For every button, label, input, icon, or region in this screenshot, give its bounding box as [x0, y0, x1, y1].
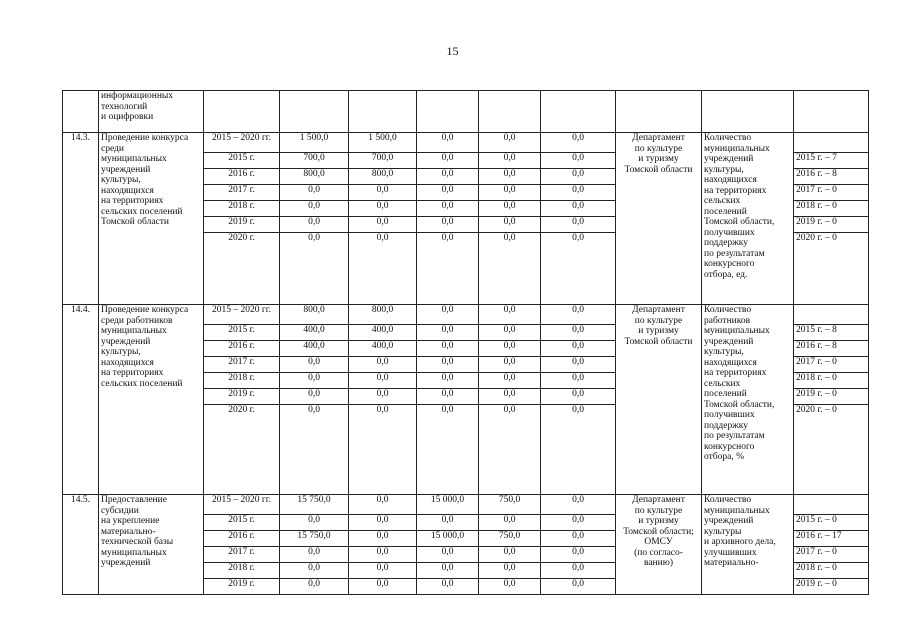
amount-cell: 0,0: [541, 341, 616, 357]
row-number-cell: 14.5.: [63, 495, 99, 595]
amount-cell: 0,0: [541, 373, 616, 389]
amount-cell: 0,0: [479, 563, 541, 579]
amount-cell: 700,0: [280, 153, 349, 169]
target-value-cell: [794, 133, 869, 153]
program-measures-table: [62, 90, 869, 595]
amount-cell: 0,0: [541, 495, 616, 515]
row-number-cell: 14.3.: [63, 133, 99, 305]
amount-cell: 0,0: [541, 169, 616, 185]
amount-cell: 0,0: [417, 169, 479, 185]
amount-cell: 0,0: [417, 563, 479, 579]
target-value-cell: 2015 г. – 7: [794, 153, 869, 169]
amount-cell: 0,0: [417, 515, 479, 531]
amount-cell: 0,0: [417, 133, 479, 153]
amount-cell: 1 500,0: [349, 133, 417, 153]
amount-cell: 0,0: [349, 579, 417, 595]
amount-cell: 0,0: [479, 169, 541, 185]
amount-cell: 0,0: [479, 325, 541, 341]
amount-cell: 0,0: [280, 405, 349, 495]
amount-cell: 0,0: [541, 217, 616, 233]
amount-cell: 15 000,0: [417, 531, 479, 547]
empty-cell: [349, 91, 417, 133]
amount-cell: 0,0: [280, 185, 349, 201]
amount-cell: 0,0: [280, 373, 349, 389]
amount-cell: 0,0: [417, 185, 479, 201]
target-value-cell: 2019 г. – 0: [794, 389, 869, 405]
period-cell: 2015 – 2020 гг.: [204, 133, 280, 153]
amount-cell: 0,0: [417, 373, 479, 389]
table-row: [63, 305, 869, 325]
amount-cell: 0,0: [349, 233, 417, 305]
amount-cell: 0,0: [349, 563, 417, 579]
amount-cell: 0,0: [417, 357, 479, 373]
target-value-cell: 2016 г. – 8: [794, 341, 869, 357]
amount-cell: 400,0: [349, 325, 417, 341]
page-number: 15: [446, 44, 459, 58]
target-value-cell: 2020 г. – 0: [794, 405, 869, 495]
amount-cell: 0,0: [280, 357, 349, 373]
empty-cell: [417, 91, 479, 133]
target-value-cell: 2017 г. – 0: [794, 547, 869, 563]
amount-cell: 800,0: [280, 305, 349, 325]
table-row: [63, 133, 869, 153]
target-value-cell: 2020 г. – 0: [794, 233, 869, 305]
amount-cell: 800,0: [349, 169, 417, 185]
amount-cell: 0,0: [541, 201, 616, 217]
empty-cell: [616, 91, 702, 133]
period-cell: 2015 г.: [204, 325, 280, 341]
empty-cell: [541, 91, 616, 133]
target-value-cell: 2019 г. – 0: [794, 217, 869, 233]
empty-cell: [702, 91, 794, 133]
amount-cell: 0,0: [349, 531, 417, 547]
amount-cell: 0,0: [479, 201, 541, 217]
period-cell: 2017 г.: [204, 185, 280, 201]
period-cell: 2018 г.: [204, 563, 280, 579]
amount-cell: 0,0: [349, 405, 417, 495]
amount-cell: 700,0: [349, 153, 417, 169]
amount-cell: 0,0: [349, 515, 417, 531]
amount-cell: 0,0: [349, 217, 417, 233]
amount-cell: 0,0: [417, 579, 479, 595]
indicator-cell: Количество работников муниципальных учреждений культуры, находящихся на территориях сельских поселений Томской области, получивших поддержку по результатам конкурсного отбора, %: [702, 305, 794, 495]
amount-cell: 0,0: [280, 233, 349, 305]
amount-cell: 0,0: [349, 357, 417, 373]
target-value-cell: 2016 г. – 8: [794, 169, 869, 185]
amount-cell: 0,0: [541, 233, 616, 305]
amount-cell: 0,0: [280, 563, 349, 579]
amount-cell: 15 750,0: [280, 531, 349, 547]
target-value-cell: 2018 г. – 0: [794, 201, 869, 217]
amount-cell: 0,0: [280, 201, 349, 217]
period-cell: 2019 г.: [204, 389, 280, 405]
amount-cell: 15 750,0: [280, 495, 349, 515]
period-cell: 2015 – 2020 гг.: [204, 495, 280, 515]
target-value-cell: 2016 г. – 17: [794, 531, 869, 547]
period-cell: 2019 г.: [204, 217, 280, 233]
amount-cell: 0,0: [479, 233, 541, 305]
target-value-cell: 2015 г. – 8: [794, 325, 869, 341]
amount-cell: 750,0: [479, 495, 541, 515]
amount-cell: 0,0: [417, 341, 479, 357]
amount-cell: 0,0: [479, 133, 541, 153]
amount-cell: 0,0: [349, 201, 417, 217]
period-cell: 2017 г.: [204, 547, 280, 563]
amount-cell: 400,0: [349, 341, 417, 357]
amount-cell: 0,0: [479, 185, 541, 201]
amount-cell: 0,0: [417, 547, 479, 563]
period-cell: 2016 г.: [204, 169, 280, 185]
amount-cell: 0,0: [479, 405, 541, 495]
amount-cell: 0,0: [479, 341, 541, 357]
amount-cell: 0,0: [280, 547, 349, 563]
period-cell: 2016 г.: [204, 531, 280, 547]
measure-name-cell: информационных технологий и оцифровки: [99, 91, 204, 133]
row-number-cell: 14.4.: [63, 305, 99, 495]
amount-cell: 0,0: [417, 305, 479, 325]
amount-cell: 0,0: [541, 133, 616, 153]
amount-cell: 0,0: [479, 357, 541, 373]
target-value-cell: [794, 495, 869, 515]
empty-cell: [794, 91, 869, 133]
amount-cell: 0,0: [479, 305, 541, 325]
amount-cell: 0,0: [479, 217, 541, 233]
target-value-cell: 2015 г. – 0: [794, 515, 869, 531]
period-cell: 2015 – 2020 гг.: [204, 305, 280, 325]
target-value-cell: 2018 г. – 0: [794, 563, 869, 579]
amount-cell: 0,0: [541, 515, 616, 531]
target-value-cell: 2018 г. – 0: [794, 373, 869, 389]
target-value-cell: 2017 г. – 0: [794, 185, 869, 201]
empty-cell: [479, 91, 541, 133]
amount-cell: 400,0: [280, 341, 349, 357]
period-cell: 2015 г.: [204, 515, 280, 531]
empty-cell: [204, 91, 280, 133]
amount-cell: 0,0: [349, 373, 417, 389]
amount-cell: 0,0: [417, 233, 479, 305]
amount-cell: 0,0: [280, 389, 349, 405]
executor-cell: Департамент по культуре и туризму Томской области; ОМСУ (по согласо- ванию): [616, 495, 702, 595]
amount-cell: 0,0: [417, 325, 479, 341]
amount-cell: 0,0: [479, 373, 541, 389]
amount-cell: 0,0: [349, 185, 417, 201]
amount-cell: 0,0: [541, 325, 616, 341]
indicator-cell: Количество муниципальных учреждений культуры, находящихся на территориях сельских поселений Томской области, получивших поддержку по результатам конкурсного отбора, ед.: [702, 133, 794, 305]
period-cell: 2020 г.: [204, 405, 280, 495]
amount-cell: 0,0: [541, 579, 616, 595]
period-cell: 2019 г.: [204, 579, 280, 595]
continuation-row: [63, 91, 869, 133]
period-cell: 2020 г.: [204, 233, 280, 305]
table-row: [63, 495, 869, 515]
amount-cell: 0,0: [417, 389, 479, 405]
target-value-cell: [794, 305, 869, 325]
amount-cell: 0,0: [541, 547, 616, 563]
amount-cell: 15 000,0: [417, 495, 479, 515]
amount-cell: 0,0: [541, 153, 616, 169]
amount-cell: 0,0: [541, 531, 616, 547]
executor-cell: Департамент по культуре и туризму Томской области: [616, 133, 702, 305]
amount-cell: 800,0: [349, 305, 417, 325]
executor-cell: Департамент по культуре и туризму Томской области: [616, 305, 702, 495]
amount-cell: 0,0: [417, 153, 479, 169]
amount-cell: 800,0: [280, 169, 349, 185]
amount-cell: 0,0: [541, 357, 616, 373]
amount-cell: 0,0: [280, 217, 349, 233]
amount-cell: 750,0: [479, 531, 541, 547]
measure-name-cell: Проведение конкурса среди работников муниципальных учреждений культуры, находящихся на территориях сельских поселений: [99, 305, 204, 495]
amount-cell: 0,0: [479, 547, 541, 563]
period-cell: 2018 г.: [204, 373, 280, 389]
measure-name-cell: Предоставление субсидии на укрепление материально- технической базы муниципальных учреждений: [99, 495, 204, 595]
amount-cell: 0,0: [349, 389, 417, 405]
period-cell: 2016 г.: [204, 341, 280, 357]
amount-cell: 400,0: [280, 325, 349, 341]
amount-cell: 0,0: [541, 305, 616, 325]
amount-cell: 0,0: [479, 389, 541, 405]
amount-cell: 0,0: [280, 515, 349, 531]
amount-cell: 0,0: [479, 153, 541, 169]
target-value-cell: 2017 г. – 0: [794, 357, 869, 373]
amount-cell: 0,0: [417, 217, 479, 233]
period-cell: 2015 г.: [204, 153, 280, 169]
period-cell: 2018 г.: [204, 201, 280, 217]
amount-cell: 1 500,0: [280, 133, 349, 153]
amount-cell: 0,0: [541, 405, 616, 495]
row-number-cell: [63, 91, 99, 133]
measure-name-cell: Проведение конкурса среди муниципальных учреждений культуры, находящихся на территориях сельских поселений Томской области: [99, 133, 204, 305]
empty-cell: [280, 91, 349, 133]
amount-cell: 0,0: [541, 185, 616, 201]
period-cell: 2017 г.: [204, 357, 280, 373]
amount-cell: 0,0: [349, 495, 417, 515]
target-value-cell: 2019 г. – 0: [794, 579, 869, 595]
amount-cell: 0,0: [541, 563, 616, 579]
amount-cell: 0,0: [417, 405, 479, 495]
amount-cell: 0,0: [349, 547, 417, 563]
amount-cell: 0,0: [541, 389, 616, 405]
amount-cell: 0,0: [280, 579, 349, 595]
amount-cell: 0,0: [479, 515, 541, 531]
amount-cell: 0,0: [479, 579, 541, 595]
indicator-cell: Количество муниципальных учреждений культуры и архивного дела, улучшивших материально-: [702, 495, 794, 595]
amount-cell: 0,0: [417, 201, 479, 217]
